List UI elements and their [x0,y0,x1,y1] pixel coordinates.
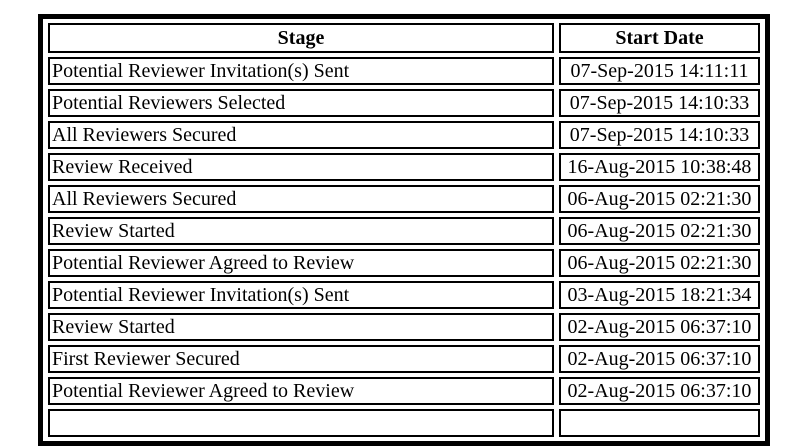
table-body [48,57,760,437]
table-row [48,313,760,341]
stage-cell [48,409,554,437]
start-date-cell: 02-Aug-2015 06:37:10 [559,377,760,405]
table-row [48,121,760,149]
stage-cell: All Reviewers Secured [48,121,554,149]
stage-cell: First Reviewer Secured [48,345,554,373]
stage-cell: All Reviewers Secured [48,185,554,213]
start-date-cell: 07-Sep-2015 14:11:11 [559,57,760,85]
table-row [48,217,760,245]
column-header-start-date: Start Date [559,23,760,53]
start-date-cell [559,409,760,437]
start-date-cell: 07-Sep-2015 14:10:33 [559,89,760,117]
stage-cell: Review Started [48,313,554,341]
stage-cell: Potential Reviewers Selected [48,89,554,117]
table-row [48,409,760,437]
start-date-cell: 06-Aug-2015 02:21:30 [559,217,760,245]
stage-history-table [38,14,770,446]
table-row [48,281,760,309]
stage-cell: Potential Reviewer Agreed to Review [48,249,554,277]
start-date-cell: 16-Aug-2015 10:38:48 [559,153,760,181]
table-row [48,89,760,117]
header-row [48,23,760,53]
start-date-cell: 06-Aug-2015 02:21:30 [559,249,760,277]
start-date-cell: 02-Aug-2015 06:37:10 [559,345,760,373]
start-date-cell: 02-Aug-2015 06:37:10 [559,313,760,341]
stage-cell: Review Received [48,153,554,181]
start-date-cell: 03-Aug-2015 18:21:34 [559,281,760,309]
table-row [48,185,760,213]
table-row [48,345,760,373]
start-date-cell: 07-Sep-2015 14:10:33 [559,121,760,149]
start-date-cell: 06-Aug-2015 02:21:30 [559,185,760,213]
table-row [48,377,760,405]
stage-cell: Potential Reviewer Invitation(s) Sent [48,57,554,85]
column-header-stage: Stage [48,23,554,53]
stage-cell: Review Started [48,217,554,245]
table-row [48,153,760,181]
stage-cell: Potential Reviewer Invitation(s) Sent [48,281,554,309]
stage-cell: Potential Reviewer Agreed to Review [48,377,554,405]
table-row [48,249,760,277]
table-row [48,57,760,85]
